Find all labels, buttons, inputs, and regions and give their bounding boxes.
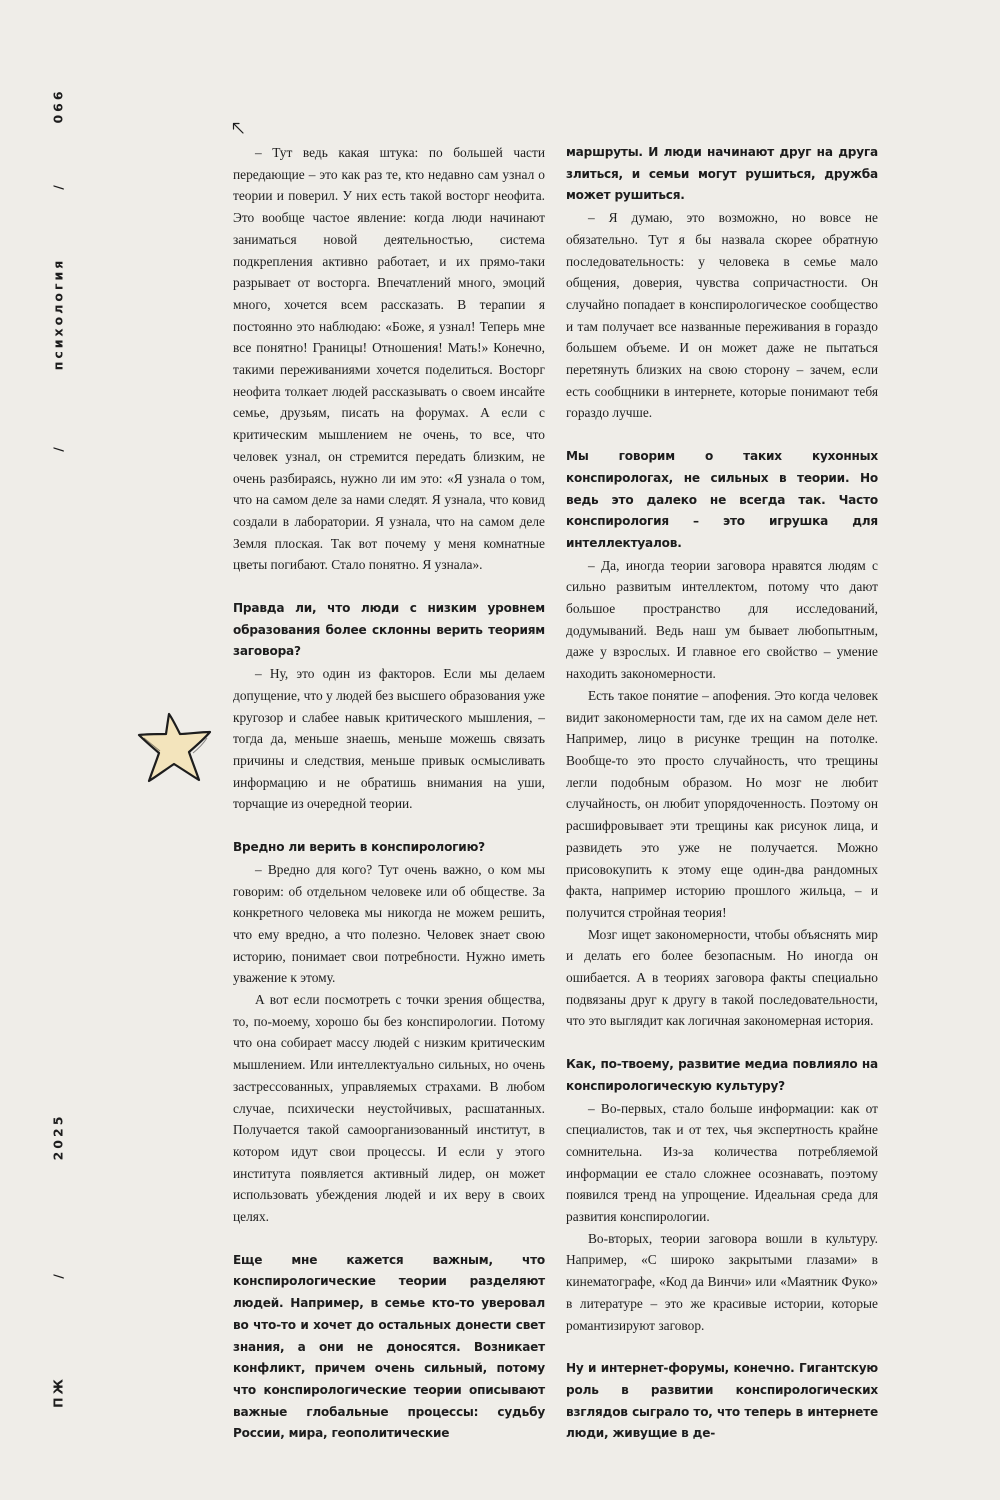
question-heading: Как, по-твоему, развитие медиа повлияло на конспирологическую культуру? xyxy=(566,1057,878,1093)
question-heading: Правда ли, что люди с низким уровнем образования более склонны верить теориям заговора? xyxy=(233,601,545,659)
answer-paragraph: – Во-первых, стало больше информации: как от специалистов, так и от тех, чья экспертность крайне сомнительна. Из-за количества потребляемой информации ее стало сложнее осознавать, поэтому появился тренд на упрощение. Идеальная среда для развития конспирологии. xyxy=(566,1100,878,1225)
question-heading: Еще мне кажется важным, что конспирологические теории разделяют людей. Например, в семье кто-то уверовал во что-то и хочет до остальных донести свет знания, а они не доносятся. Возникает конфликт, причем очень сильный, потому что конспирологические теории описывают важные глобальные процессы: судьбу России, мира, геополитические xyxy=(233,1252,545,1441)
star-icon xyxy=(136,708,216,788)
answer-paragraph: – Тут ведь какая штука: по большей части передающие – это как раз те, кто недавно сам узнал о теории и поверил. У них есть такой восторг неофита. Это вообще частое явление: когда люди начинают заниматься новой деятельностью, система подкрепления активно работает, и их прямо-таки разрывает от восторга. Впечатлений много, эмоций много, хочется всем рассказать. В терапии я постоянно это наблюдаю: «Боже, я узнал! Теперь мне все понятно! Границы! Отношения! Мать!» Конечно, такими переживаниями хочется поделиться. Восторг неофита толкает людей рассказывать о своем инсайте семье, друзьям, писать на форумах. А если с критическим мышлением не очень, то все, что человек узнал, он стремится передать близким, не очень разбираясь, нужно ли им это: «Я узнала о том, что на самом деле за нами следят. Я узнала, что ковид создали в лаборатории. Я узнала, что на самом деле Земля плоская. Так вот почему у меня комнатные цветы погибают. Стало понятно. Я узнала». xyxy=(233,145,545,573)
answer-paragraph: – Ну, это один из факторов. Если мы делаем допущение, что у людей без высшего образования уже кругозор и слабее навык критического мышления, – тогда да, меньше знаешь, меньше можешь связать причины и следствия, меньше привык осмысливать информацию и не обратишь внимания на уши, торчащие из очередной теории. xyxy=(233,666,545,812)
answer-paragraph: Во-вторых, теории заговора вошли в культуру. Например, «С широко закрытыми глазами» в кинематографе, «Код да Винчи» или «Маятник Фуко» в литературе – это же красивые истории, которые романтизируют заговор. xyxy=(566,1230,878,1333)
answer-paragraph: Мозг ищет закономерности, чтобы объяснять мир и делать его более безопасным. Но иногда он ошибается. А в теориях заговора факты специально подвязаны друг к другу в такой последовательности, что это выглядит как логичная закономерная история. xyxy=(566,926,878,1029)
answer-paragraph: – Я думаю, это возможно, но вовсе не обязательно. Тут я бы назвала скорее обратную последовательность: у человека в семье мало общения, доверия, чувства сопричастности. Он случайно попадает в конспирологическое сообщество и там получает все названные переживания в гораздо большем объеме. И он может даже не пытаться перетянуть близких на свою сторону – зачем, если есть сообщники в интернете, которые понимают тебя гораздо лучше. xyxy=(566,210,878,421)
answer-paragraph: А вот если посмотреть с точки зрения общества, то, по-моему, хорошо бы без конспирологии. Потому что она собирает массу людей с низким критическим мышлением. Или интеллектуально сильных, но очень застрессованных, управляемых страхами. В любом случае, психически неустойчивых, расшатанных. Получается такой самоорганизованный институт, в котором идут свои процессы. И если у этого института появляется активный лидер, он может использовать убеждения людей и их веру в своих целях. xyxy=(233,992,545,1225)
answer-paragraph: Есть такое понятие – апофения. Это когда человек видит закономерности там, где их на самом деле нет. Например, лицо в рисунке трещин на потолке. Вообще-то это просто случайность, что трещины легли подобным образом. Но мозг не любит случайность, он любит упорядоченность. Поэтому он расшифровывает эти трещины как рисунок лица, и развидеть это уже не получается. Можно присовокупить к этому еще один-два рандомных факта, например историю прошлого жильца, – и получится стройная теория! xyxy=(566,687,878,920)
right-column xyxy=(566,142,878,1445)
answer-paragraph: – Да, иногда теории заговора нравятся людям с сильно развитым интеллектом, потому что дают большое пространство для исследований, додумываний. Ведь наш ум бывает любопытным, даже у взрослых. И главное его свойство – умение находить закономерности. xyxy=(566,557,878,682)
left-column xyxy=(233,142,545,1445)
arrow-up-left-icon xyxy=(232,122,244,134)
question-heading: Мы говорим о таких кухонных конспирологах, не сильных в теории. Но ведь это далеко не всегда так. Часто конспирология – это игрушка для интеллектуалов. xyxy=(566,449,878,550)
question-heading: Вредно ли верить в конспирологию? xyxy=(233,840,485,855)
question-heading: маршруты. И люди начинают друг на друга злиться, и семьи могут рушиться, дружба может рушиться. xyxy=(566,145,878,203)
answer-paragraph: – Вредно для кого? Тут очень важно, о ком мы говорим: об отдельном человеке или об обществе. За конкретного человека мы никогда не можем решить, что ему вредно, а что полезно. Человек знает свою историю, понимает свои потребности. Нужно иметь уважение к этому. xyxy=(233,861,545,986)
question-heading: Ну и интернет-форумы, конечно. Гигантскую роль в развитии конспирологических взглядов сыграло то, что теперь в интернете люди, живущие в де- xyxy=(566,1361,878,1441)
